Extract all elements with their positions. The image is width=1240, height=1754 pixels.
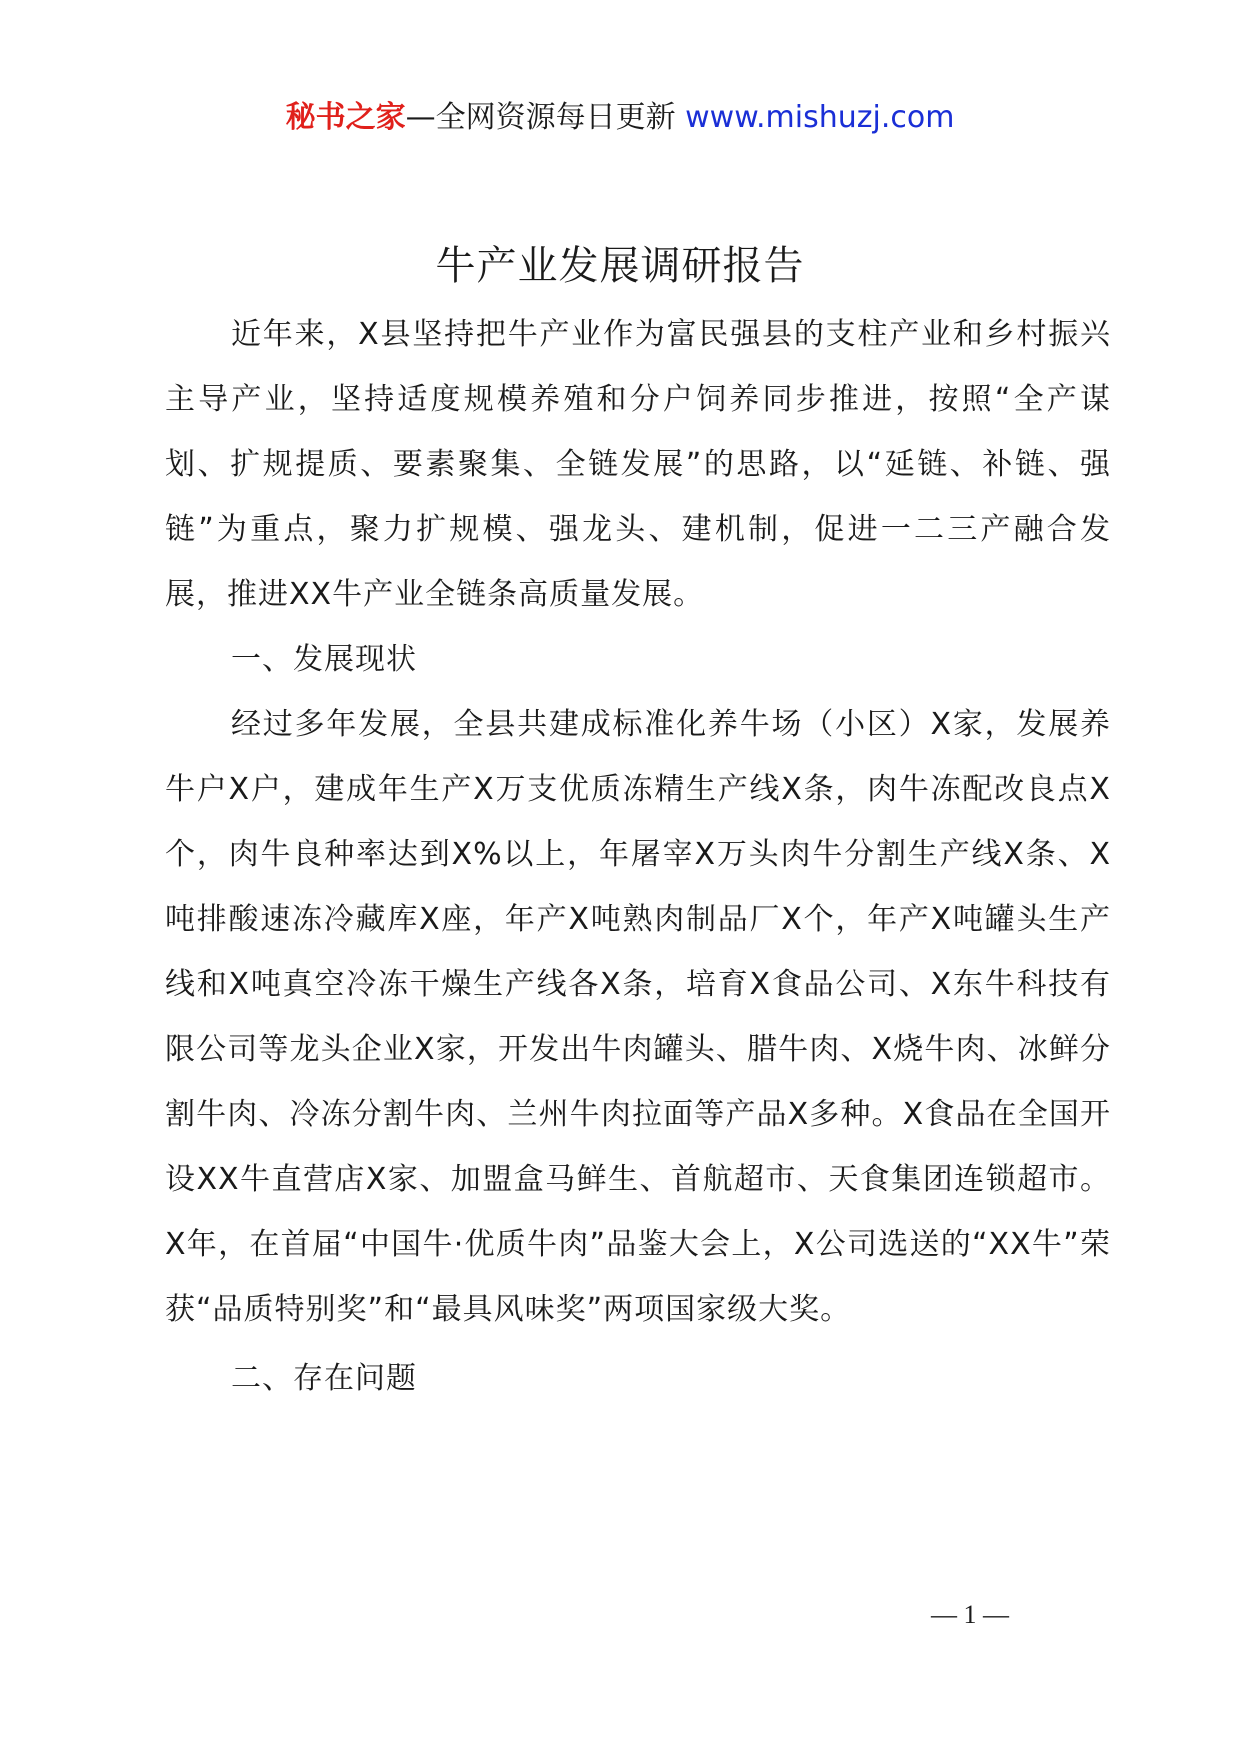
page-number: — 1 — [931,1600,1009,1629]
section-heading-problems: 二、存在问题 [231,1361,417,1396]
section-heading-status: 一、发展现状 [231,642,417,677]
document-body [165,302,1111,1411]
header-tagline: —全网资源每日更新 [405,100,686,135]
status-paragraph: 经过多年发展，全县共建成标准化养牛场（小区）X家，发展养牛户X户，建成年生产X万支优质冻精生产线X条，肉牛冻配改良点X个，肉牛良种率达到X%以上，年屠宰X万头肉牛分割生产线X条、X吨排酸速冻冷藏库X座，年产X吨熟肉制品厂X个，年产X吨罐头生产线和X吨真空冷冻干燥生产线各X条，培育X食品公司、X东牛科技有限公司等龙头企业X家，开发出牛肉罐头、腊牛肉、X烧牛肉、冰鲜分割牛肉、冷冻分割牛肉、兰州牛肉拉面等产品X多种。X食品在全国开设XX牛直营店X家、加盟盒马鲜生、首航超市、天食集团连锁超市。X年，在首届“中国牛·优质牛肉”品鉴大会上，X公司选送的“XX牛”荣获“品质特别奖”和“最具风味奖”两项国家级大奖。 [165,707,1111,1327]
intro-paragraph: 近年来，X县坚持把牛产业作为富民强县的支柱产业和乡村振兴主导产业，坚持适度规模养殖和分户饲养同步推进，按照“全产谋划、扩规提质、要素聚集、全链发展”的思路，以“延链、补链、强链”为重点，聚力扩规模、强龙头、建机制，促进一二三产融合发展，推进XX牛产业全链条高质量发展。 [165,317,1111,612]
document-title: 牛产业发展调研报告 [435,243,805,289]
brand-name: 秘书之家 [285,100,406,135]
site-header [0,98,1240,138]
site-url-link[interactable]: www.mishuzj.com [685,100,955,135]
